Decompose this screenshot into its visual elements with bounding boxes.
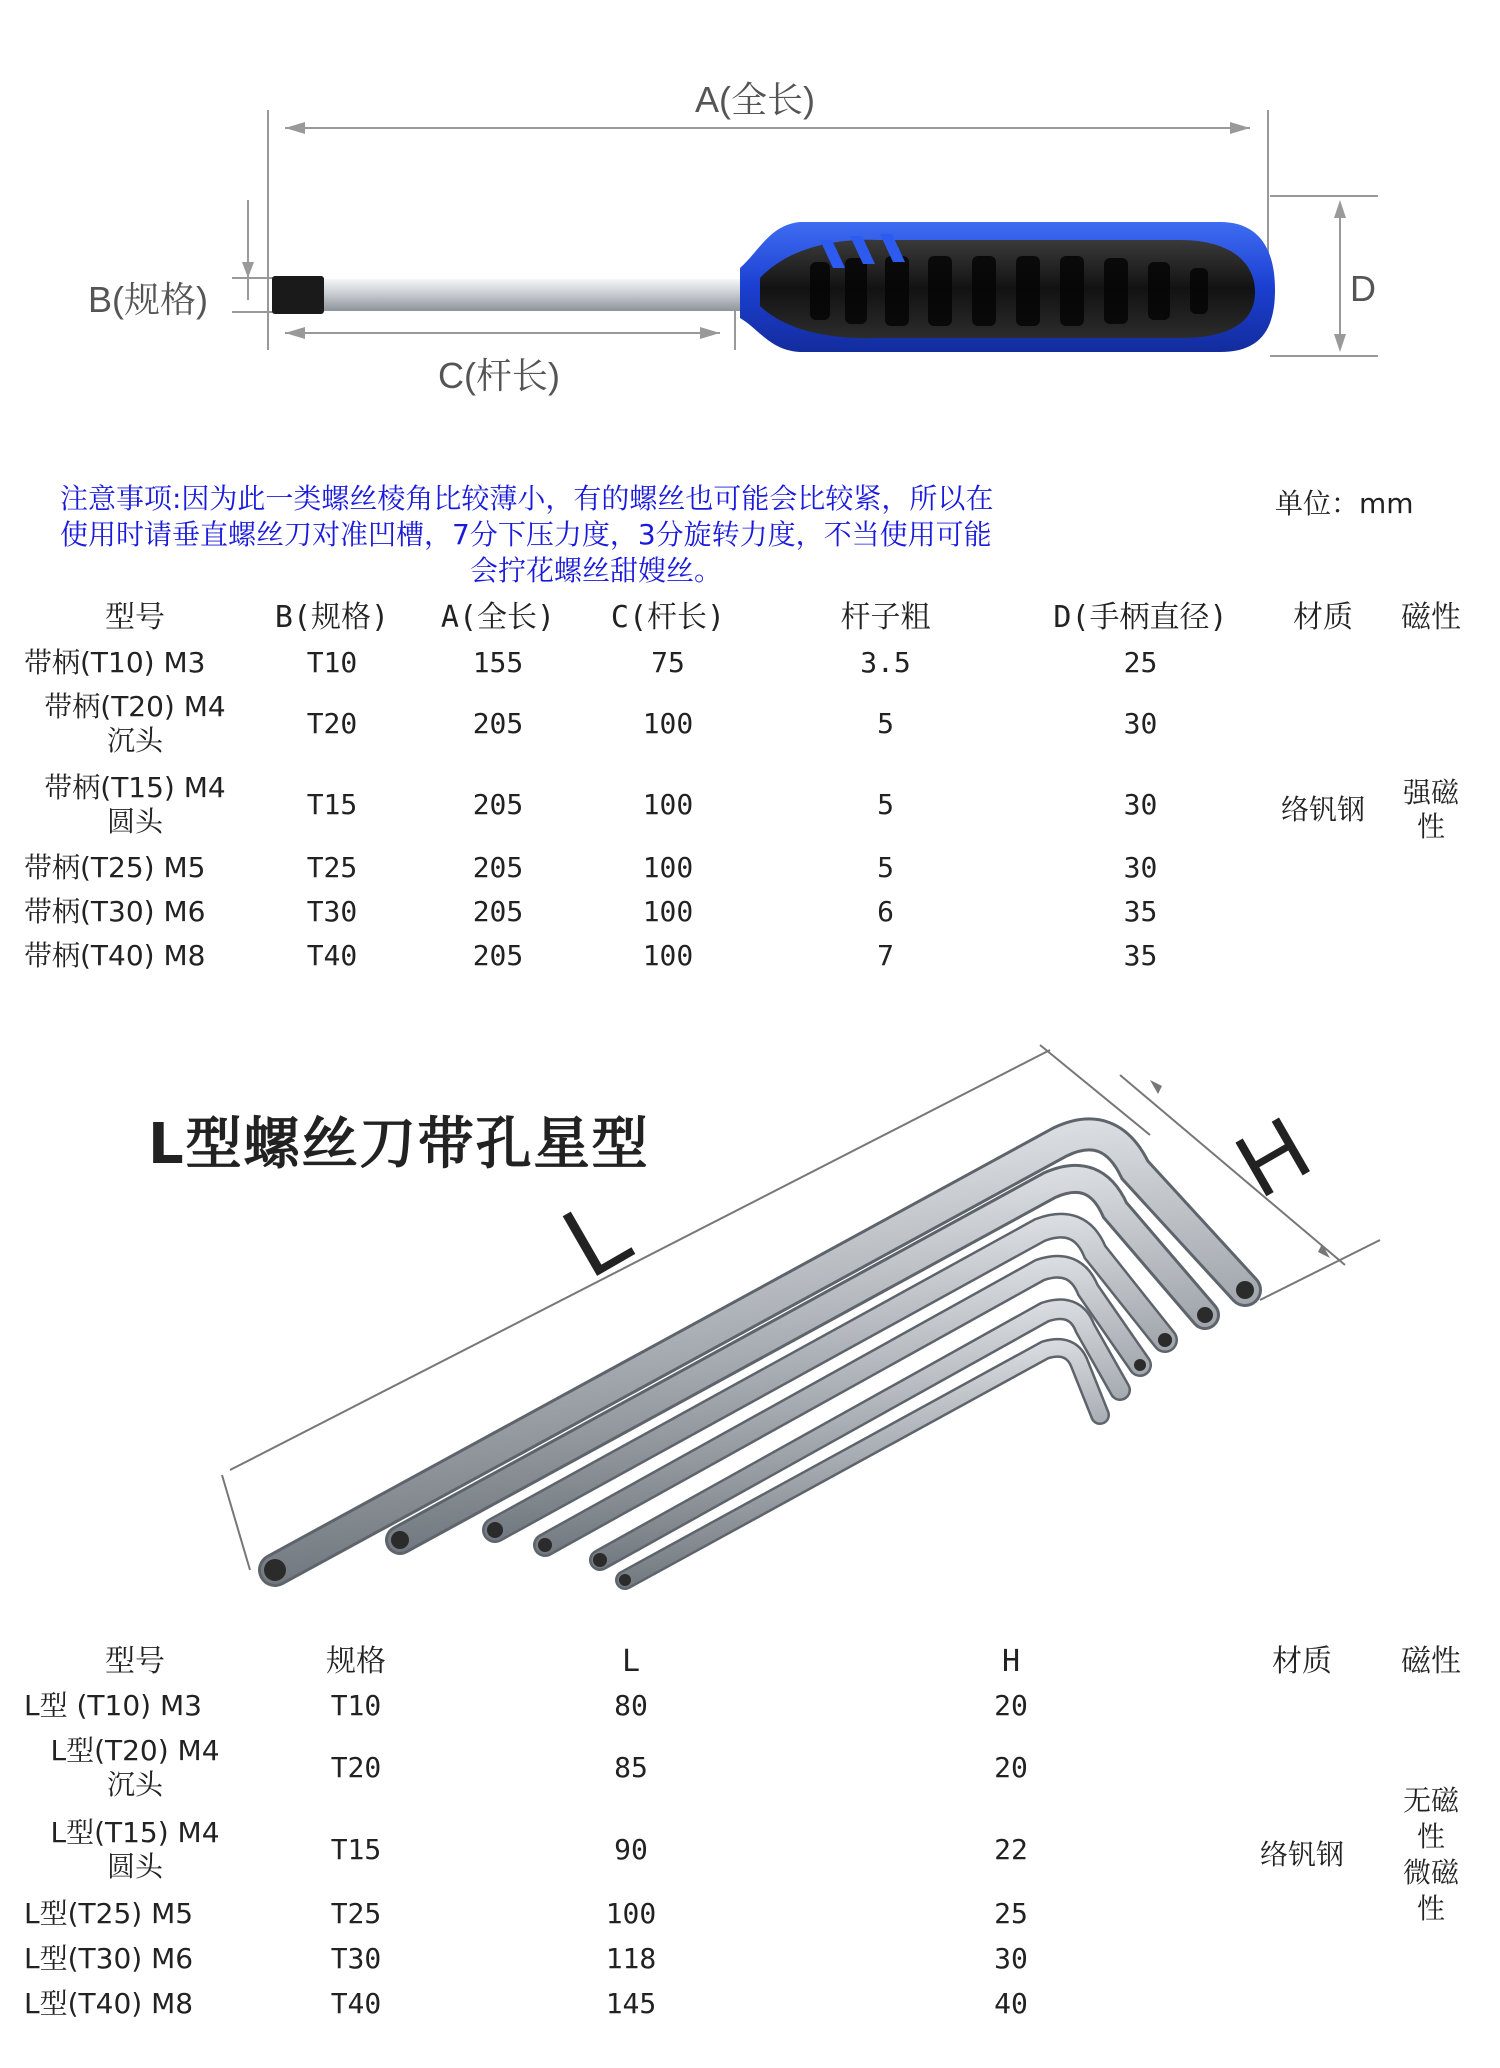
cell-spec: T25 <box>306 851 358 884</box>
cell-model: L型(T20) M4 沉头 <box>50 1734 220 1801</box>
table2-header-row <box>24 1640 1484 1684</box>
notice-line-3: 会拧花螺丝甜嫂丝。 <box>470 554 723 587</box>
l-wrench-title: L型螺丝刀带孔星型 <box>148 1112 650 1177</box>
cell-rod-thickness: 5 <box>877 707 894 740</box>
table-row <box>24 846 1484 890</box>
cell-handle-diameter: 30 <box>1123 851 1158 884</box>
cell-model: 带柄(T15) M4 圆头 <box>44 771 226 838</box>
cell-rod-length: 100 <box>642 939 694 972</box>
table1-header-magnetism: 磁性 <box>1401 600 1461 635</box>
cell-rod-thickness: 5 <box>877 851 894 884</box>
torx-bit <box>272 276 324 314</box>
table2-header-magnetism: 磁性 <box>1401 1644 1461 1679</box>
notice-line-2: 使用时请垂直螺丝刀对准凹槽，7分下压力度，3分旋转力度，不当使用可能 <box>60 518 992 551</box>
table-row <box>24 890 1484 934</box>
cell-model: 带柄(T10) M3 <box>24 646 206 679</box>
cell-magnetism: 无磁 性 微磁 性 <box>1402 1784 1459 1925</box>
cell-handle-diameter: 25 <box>1123 646 1158 679</box>
cell-material: 络钒钢 <box>1259 1838 1344 1871</box>
cell-handle-diameter: 30 <box>1123 788 1158 821</box>
cell-model: L型(T40) M8 <box>24 1987 194 2020</box>
label-spec: B(规格) <box>88 279 208 320</box>
cell-spec: T15 <box>330 1833 382 1866</box>
cell-model: L型 (T10) M3 <box>24 1689 202 1722</box>
label-h: H <box>1220 1098 1327 1218</box>
cell-total-length: 205 <box>472 707 524 740</box>
cell-spec: T40 <box>330 1987 382 2020</box>
table1-header-model: 型号 <box>105 600 165 635</box>
screwdriver-spec-table <box>24 594 1484 978</box>
table-row <box>24 642 1484 684</box>
table2-header-l: L <box>621 1644 641 1679</box>
cell-model: 带柄(T20) M4 沉头 <box>44 690 226 757</box>
cell-h: 40 <box>994 1987 1028 2020</box>
cell-h: 20 <box>994 1689 1028 1722</box>
l-wrench-diagram <box>0 1020 1500 1640</box>
cell-model: L型(T25) M5 <box>24 1897 194 1930</box>
cell-rod-length: 100 <box>642 707 694 740</box>
cell-l: 85 <box>614 1751 648 1784</box>
unit-label: 单位：mm <box>1275 487 1414 520</box>
cell-rod-length: 100 <box>642 788 694 821</box>
cell-spec: T30 <box>330 1942 382 1975</box>
cell-spec: T20 <box>330 1751 382 1784</box>
cell-rod-length: 75 <box>651 646 685 679</box>
cell-total-length: 155 <box>472 646 524 679</box>
table2-header-material: 材质 <box>1272 1644 1332 1679</box>
cell-rod-thickness: 7 <box>877 939 894 972</box>
table1-header-rod-length: C(杆长) <box>610 600 726 635</box>
table1-header-spec: B(规格) <box>274 600 390 635</box>
cell-spec: T20 <box>306 707 358 740</box>
label-total-length: A(全长) <box>695 79 815 120</box>
cell-spec: T10 <box>306 646 358 679</box>
table1-header-row <box>24 594 1484 642</box>
table2-header-spec: 规格 <box>326 1644 386 1679</box>
cell-total-length: 205 <box>472 788 524 821</box>
cell-l: 100 <box>605 1897 657 1930</box>
cell-spec: T15 <box>306 788 358 821</box>
cell-l: 90 <box>614 1833 648 1866</box>
table-row <box>24 934 1484 978</box>
cell-model: L型(T30) M6 <box>24 1942 194 1975</box>
screwdriver-diagram <box>0 0 1500 440</box>
cell-rod-thickness: 3.5 <box>860 646 911 679</box>
cell-rod-length: 100 <box>642 895 694 928</box>
table-row <box>24 684 1484 764</box>
l-wrench-spec-table <box>24 1640 1484 2026</box>
cell-total-length: 205 <box>472 895 524 928</box>
cell-total-length: 205 <box>472 939 524 972</box>
cell-handle-diameter: 35 <box>1123 895 1158 928</box>
cell-magnetism: 强磁 性 <box>1402 776 1459 843</box>
cell-model: 带柄(T30) M6 <box>24 895 206 928</box>
cell-h: 20 <box>994 1751 1028 1784</box>
cell-spec: T30 <box>306 895 358 928</box>
table-row <box>24 764 1484 846</box>
notice-line-1: 注意事项:因为此一类螺丝棱角比较薄小，有的螺丝也可能会比较紧，所以在 <box>60 482 994 515</box>
screwdriver-shaft <box>320 279 740 311</box>
cell-handle-diameter: 35 <box>1123 939 1158 972</box>
cell-rod-thickness: 6 <box>877 895 894 928</box>
table1-header-rod-thickness: 杆子粗 <box>840 600 931 635</box>
cell-spec: T25 <box>330 1897 382 1930</box>
screwdriver-handle <box>740 222 1275 352</box>
table2-header-h: H <box>1001 1644 1021 1679</box>
table1-header-total-length: A(全长) <box>440 600 556 635</box>
table-row <box>24 1684 1484 1728</box>
cell-model: 带柄(T25) M5 <box>24 851 206 884</box>
cell-model: 带柄(T40) M8 <box>24 939 206 972</box>
cell-spec: T40 <box>306 939 358 972</box>
cell-model: L型(T15) M4 圆头 <box>50 1816 220 1883</box>
cell-l: 145 <box>605 1987 657 2020</box>
cell-h: 22 <box>994 1833 1028 1866</box>
cell-rod-length: 100 <box>642 851 694 884</box>
cell-h: 30 <box>994 1942 1028 1975</box>
table1-header-material: 材质 <box>1293 600 1353 635</box>
table1-header-handle-diameter: D(手柄直径) <box>1053 600 1228 635</box>
cell-material: 络钒钢 <box>1280 793 1365 826</box>
l-wrench-set <box>275 1134 1245 1580</box>
cell-h: 25 <box>994 1897 1028 1930</box>
cell-spec: T10 <box>330 1689 382 1722</box>
cell-total-length: 205 <box>472 851 524 884</box>
cell-rod-thickness: 5 <box>877 788 894 821</box>
label-rod-length: C(杆长) <box>438 355 560 396</box>
table2-header-model: 型号 <box>105 1644 165 1679</box>
label-l: L <box>545 1174 650 1300</box>
cell-l: 118 <box>605 1942 657 1975</box>
cell-l: 80 <box>614 1689 648 1722</box>
label-handle-diameter: D <box>1350 268 1376 309</box>
cell-handle-diameter: 30 <box>1123 707 1158 740</box>
